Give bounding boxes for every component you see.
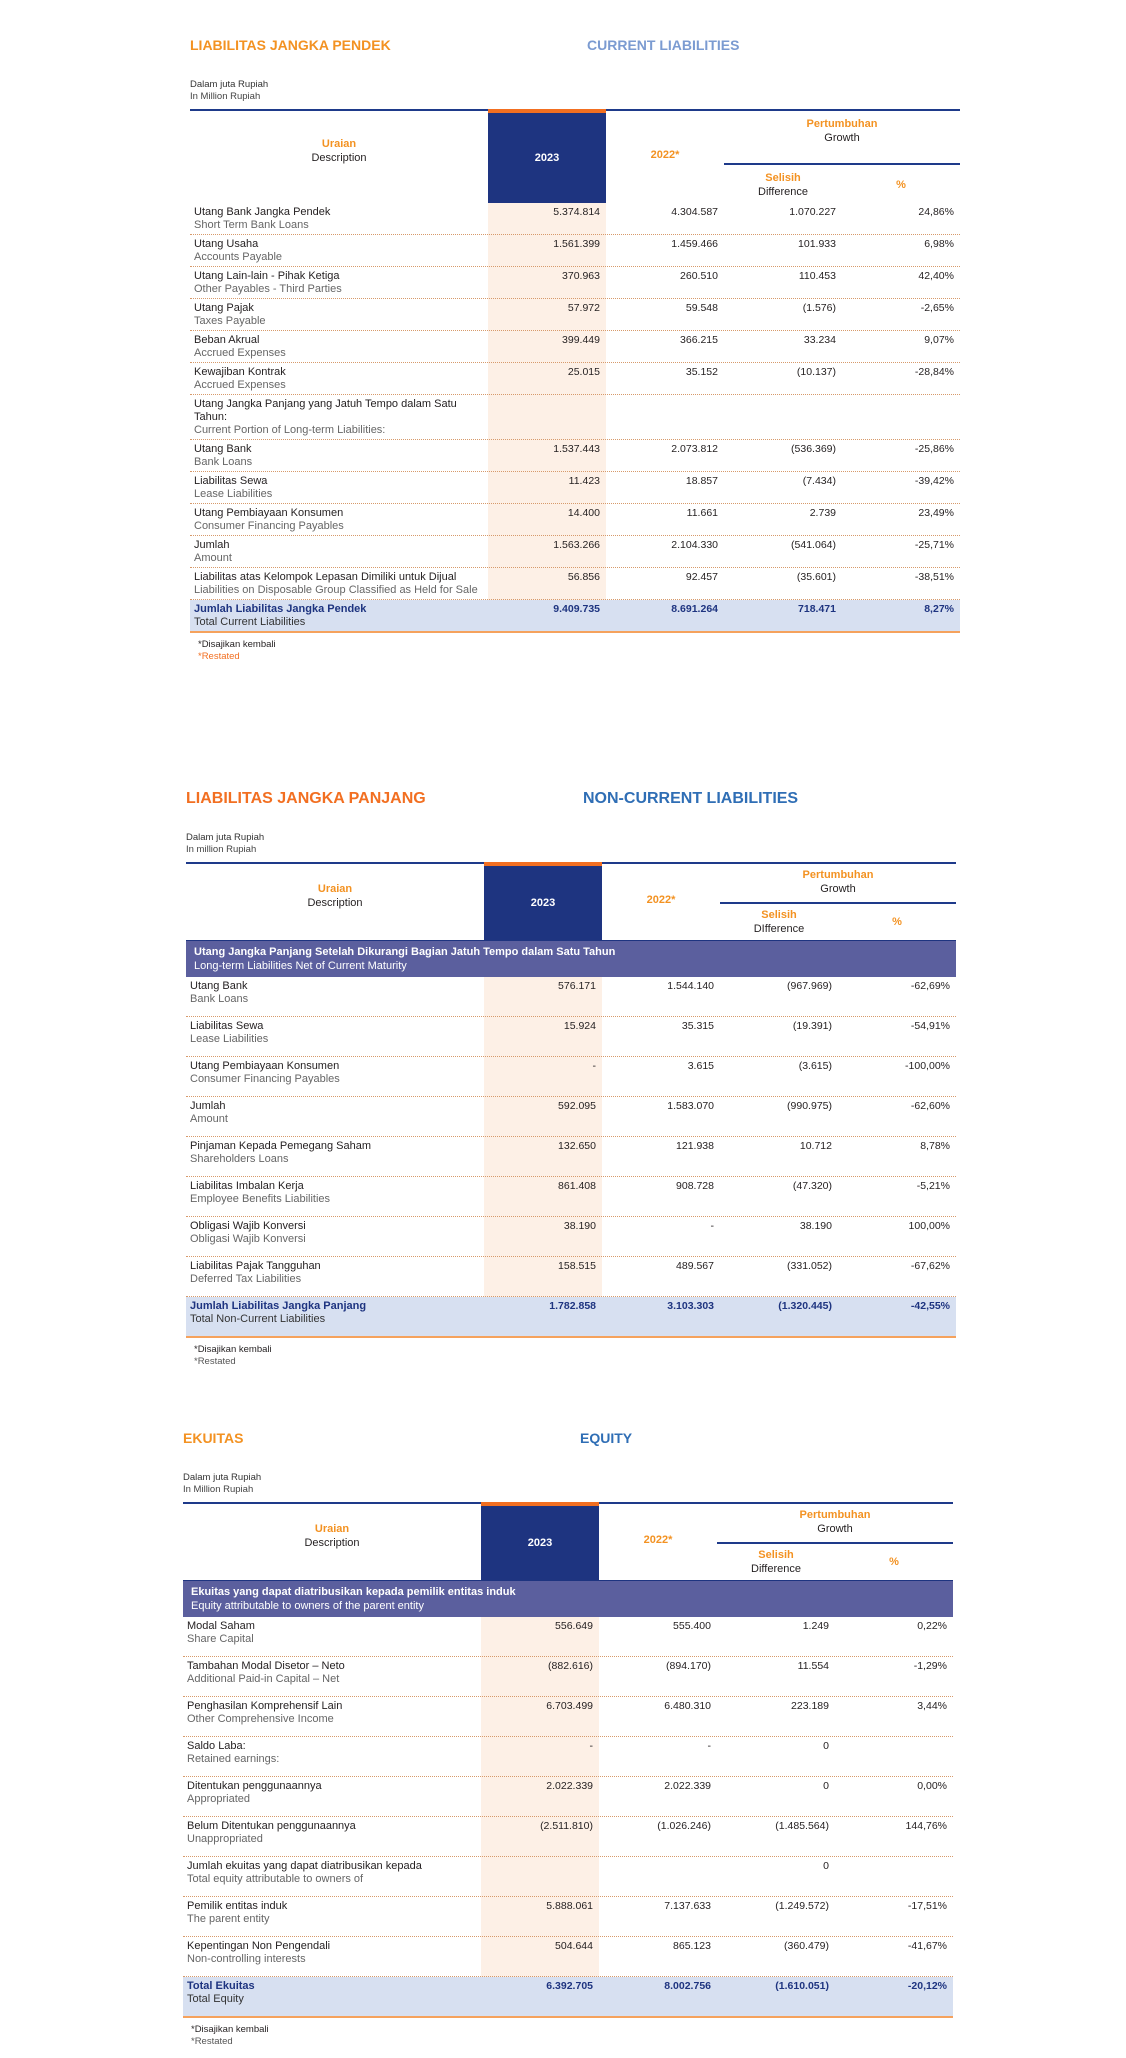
table-body bbox=[190, 203, 960, 600]
value-difference: 10.712 bbox=[799, 1140, 832, 1152]
value-2022: 366.215 bbox=[680, 334, 718, 346]
value-percent: 144,76% bbox=[905, 1820, 947, 1832]
section-title-id: LIABILITAS JANGKA PENDEK bbox=[190, 37, 391, 53]
value-difference: (35.601) bbox=[796, 571, 836, 583]
section-title-en: EQUITY bbox=[580, 1430, 633, 1446]
value-2023: 592.095 bbox=[558, 1100, 596, 1112]
table-row bbox=[183, 1897, 953, 1937]
row-description: Utang Pembiayaan Konsumen Consumer Financing Payables bbox=[190, 1060, 340, 1085]
value-2023: 504.644 bbox=[555, 1940, 593, 1952]
value-percent: 100,00% bbox=[908, 1220, 950, 1232]
noncurrent-liabilities-section bbox=[186, 790, 956, 1368]
table-row bbox=[183, 1737, 953, 1777]
value-2022: 6.480.310 bbox=[664, 1700, 711, 1712]
value-2023: 576.171 bbox=[558, 980, 596, 992]
row-description: Utang Pajak Taxes Payable bbox=[194, 302, 266, 327]
row-description: Utang Bank Jangka Pendek Short Term Bank Loans bbox=[194, 206, 331, 231]
value-difference: 110.453 bbox=[798, 270, 836, 282]
table-row bbox=[190, 235, 960, 267]
value-difference: 101.933 bbox=[798, 238, 836, 250]
value-2022: (894.170) bbox=[666, 1660, 711, 1672]
table-row bbox=[183, 1857, 953, 1897]
value-2023: 861.408 bbox=[558, 1180, 596, 1192]
header-growth: Pertumbuhan Growth bbox=[799, 1509, 871, 1535]
value-2023: 1.563.266 bbox=[553, 539, 600, 551]
row-description: Tambahan Modal Disetor – Neto Additional Paid-in Capital – Net bbox=[187, 1660, 345, 1685]
value-difference: 0 bbox=[823, 1740, 829, 1752]
value-percent: -38,51% bbox=[914, 571, 954, 583]
row-description: Liabilitas atas Kelompok Lepasan Dimiliki untuk Dijual Liabilities on Disposable Group Classified as Held for Sale bbox=[194, 571, 478, 596]
value-difference: 1.249 bbox=[802, 1620, 829, 1632]
value-2022: 555.400 bbox=[673, 1620, 711, 1632]
value-percent: 3,44% bbox=[917, 1700, 947, 1712]
table-row bbox=[190, 299, 960, 331]
value-percent: -25,86% bbox=[914, 443, 954, 455]
table-row bbox=[186, 1097, 956, 1137]
value-2023: 11.423 bbox=[568, 475, 600, 487]
value-2023: 6.703.499 bbox=[546, 1700, 593, 1712]
table-row bbox=[190, 203, 960, 235]
header-2023: 2023 bbox=[484, 862, 602, 940]
table-row bbox=[183, 1777, 953, 1817]
value-2022: (1.026.246) bbox=[657, 1820, 711, 1832]
value-difference: 2.739 bbox=[809, 507, 836, 519]
header-difference: Selisih DIfference bbox=[753, 909, 805, 935]
value-percent: 24,86% bbox=[918, 206, 954, 218]
value-percent: 0,00% bbox=[917, 1780, 947, 1792]
table-row bbox=[190, 472, 960, 504]
header-2023: 2023 bbox=[481, 1502, 599, 1580]
value-difference: (19.391) bbox=[792, 1020, 832, 1032]
section-band: Utang Jangka Panjang Setelah Dikurangi Bagian Jatuh Tempo dalam Satu Tahun Long-term Liabilities Net of Current Maturity bbox=[186, 940, 956, 977]
value-2022: 35.152 bbox=[685, 366, 718, 378]
table-row bbox=[190, 536, 960, 568]
total-row: Jumlah Liabilitas Jangka Pendek Total Current Liabilities 9.409.735 8.691.264 718.471 8,27% bbox=[190, 600, 960, 633]
table-row bbox=[190, 440, 960, 472]
row-description: Penghasilan Komprehensif Lain Other Comprehensive Income bbox=[187, 1700, 343, 1725]
row-description: Pinjaman Kepada Pemegang Saham Shareholders Loans bbox=[190, 1140, 372, 1165]
value-difference: 0 bbox=[823, 1860, 829, 1872]
value-2023: 556.649 bbox=[555, 1620, 593, 1632]
section-title-id: EKUITAS bbox=[183, 1430, 244, 1446]
table-body bbox=[183, 1617, 953, 1977]
current-liabilities-section bbox=[190, 37, 960, 663]
row-description: Beban Akrual Accrued Expenses bbox=[194, 334, 286, 359]
table-header bbox=[190, 111, 960, 203]
row-description: Utang Jangka Panjang yang Jatuh Tempo dalam Satu Tahun: Current Portion of Long-term Liabilities: bbox=[194, 398, 457, 436]
table-row bbox=[186, 1017, 956, 1057]
value-2022: 11.661 bbox=[686, 507, 718, 519]
value-difference: 33.234 bbox=[803, 334, 836, 346]
row-description: Liabilitas Sewa Lease Liabilities bbox=[190, 1020, 269, 1045]
value-2023: (2.511.810) bbox=[540, 1820, 593, 1832]
value-2022: 865.123 bbox=[673, 1940, 711, 1952]
header-growth: Pertumbuhan Growth bbox=[802, 869, 874, 895]
value-2022: 1.583.070 bbox=[667, 1100, 714, 1112]
row-description: Jumlah Amount bbox=[190, 1100, 228, 1125]
row-description: Utang Pembiayaan Konsumen Consumer Financing Payables bbox=[194, 507, 344, 532]
table-row bbox=[190, 395, 960, 440]
value-percent: 8,78% bbox=[920, 1140, 950, 1152]
value-difference: (990.975) bbox=[787, 1100, 832, 1112]
row-description: Utang Bank Bank Loans bbox=[190, 980, 249, 1005]
value-2022: 489.567 bbox=[676, 1260, 714, 1272]
value-2023: 2.022.339 bbox=[546, 1780, 593, 1792]
table-row bbox=[190, 568, 960, 600]
value-2023: 56.856 bbox=[567, 571, 600, 583]
value-percent: -62,60% bbox=[910, 1100, 950, 1112]
value-2023: 132.650 bbox=[558, 1140, 596, 1152]
table-header bbox=[186, 864, 956, 940]
header-percent: % bbox=[889, 1556, 899, 1568]
unit-label: Dalam juta Rupiah In Million Rupiah bbox=[183, 1472, 262, 1495]
section-title-en: NON-CURRENT LIABILITIES bbox=[583, 790, 799, 807]
value-2023: 38.190 bbox=[563, 1220, 596, 1232]
header-divider bbox=[717, 1542, 953, 1544]
equity-table bbox=[183, 1502, 953, 2018]
value-difference: (967.969) bbox=[787, 980, 832, 992]
row-description: Jumlah ekuitas yang dapat diatribusikan kepada Total equity attributable to owners of bbox=[187, 1860, 422, 1885]
value-2022: 35.315 bbox=[681, 1020, 714, 1032]
row-description: Pemilik entitas induk The parent entity bbox=[187, 1900, 288, 1925]
value-2022: 1.544.140 bbox=[667, 980, 714, 992]
value-2022: 2.104.330 bbox=[671, 539, 718, 551]
value-2022: 92.457 bbox=[685, 571, 718, 583]
row-description: Saldo Laba: Retained earnings: bbox=[187, 1740, 280, 1765]
header-divider bbox=[724, 163, 960, 165]
value-2023: 25.015 bbox=[567, 366, 600, 378]
value-percent: -17,51% bbox=[907, 1900, 947, 1912]
value-percent: 9,07% bbox=[924, 334, 954, 346]
value-2023: - bbox=[589, 1740, 593, 1752]
value-2022: 2.073.812 bbox=[671, 443, 718, 455]
total-row: Jumlah Liabilitas Jangka Panjang Total Non-Current Liabilities 1.782.858 3.103.303 (1.320.445) -42,55% bbox=[186, 1297, 956, 1338]
table-row bbox=[190, 363, 960, 395]
total-row: Total Ekuitas Total Equity 6.392.705 8.002.756 (1.610.051) -20,12% bbox=[183, 1977, 953, 2018]
header-divider bbox=[720, 902, 956, 904]
table-row bbox=[190, 504, 960, 536]
value-2022: 121.938 bbox=[676, 1140, 714, 1152]
footnote: *Disajikan kembali *Restated bbox=[191, 2024, 269, 2047]
value-percent: -2,65% bbox=[920, 302, 954, 314]
value-difference: (1.485.564) bbox=[775, 1820, 829, 1832]
table-row bbox=[183, 1617, 953, 1657]
unit-label: Dalam juta Rupiah In Million Rupiah bbox=[190, 79, 269, 102]
value-percent: 0,22% bbox=[917, 1620, 947, 1632]
row-description: Ditentukan penggunaannya Appropriated bbox=[187, 1780, 322, 1805]
row-description: Liabilitas Pajak Tangguhan Deferred Tax Liabilities bbox=[190, 1260, 321, 1285]
value-2022: - bbox=[707, 1740, 711, 1752]
table-row bbox=[186, 1217, 956, 1257]
value-percent: -62,69% bbox=[910, 980, 950, 992]
value-2023: 158.515 bbox=[558, 1260, 596, 1272]
value-percent: -54,91% bbox=[910, 1020, 950, 1032]
table-row bbox=[186, 1137, 956, 1177]
row-description: Utang Usaha Accounts Payable bbox=[194, 238, 283, 263]
value-difference: (536.369) bbox=[791, 443, 836, 455]
row-description: Utang Bank Bank Loans bbox=[194, 443, 253, 468]
footnote: *Disajikan kembali *Restated bbox=[198, 639, 276, 662]
table-row bbox=[190, 331, 960, 363]
value-percent: -41,67% bbox=[907, 1940, 947, 1952]
value-2023: 1.561.399 bbox=[553, 238, 600, 250]
value-difference: (7.434) bbox=[802, 475, 836, 487]
header-growth: Pertumbuhan Growth bbox=[806, 118, 878, 144]
value-2022: 908.728 bbox=[676, 1180, 714, 1192]
table-body bbox=[186, 977, 956, 1297]
table-row bbox=[183, 1657, 953, 1697]
value-difference: 11.554 bbox=[797, 1660, 829, 1672]
value-difference: (3.615) bbox=[798, 1060, 832, 1072]
header-percent: % bbox=[892, 916, 902, 928]
table-row bbox=[186, 1257, 956, 1297]
value-2023: 14.400 bbox=[567, 507, 600, 519]
value-difference: (1.576) bbox=[802, 302, 836, 314]
value-difference: (47.320) bbox=[792, 1180, 832, 1192]
noncurrent-liabilities-table bbox=[186, 862, 956, 1338]
value-2023: 399.449 bbox=[562, 334, 600, 346]
header-2023: 2023 bbox=[488, 109, 606, 203]
current-liabilities-table bbox=[190, 109, 960, 633]
row-description: Jumlah Amount bbox=[194, 539, 232, 564]
value-percent: -1,29% bbox=[913, 1660, 947, 1672]
table-header bbox=[183, 1504, 953, 1580]
header-difference: Selisih Difference bbox=[758, 172, 808, 198]
value-difference: (360.479) bbox=[784, 1940, 829, 1952]
table-row bbox=[186, 1057, 956, 1097]
value-difference: (541.064) bbox=[791, 539, 836, 551]
value-2022: 260.510 bbox=[680, 270, 718, 282]
value-difference: 0 bbox=[823, 1780, 829, 1792]
footnote: *Disajikan kembali *Restated bbox=[194, 1344, 272, 1367]
value-difference: (1.249.572) bbox=[775, 1900, 829, 1912]
value-difference: 1.070.227 bbox=[789, 206, 836, 218]
header-percent: % bbox=[896, 179, 906, 191]
row-description: Liabilitas Imbalan Kerja Employee Benefits Liabilities bbox=[190, 1180, 331, 1205]
value-difference: 223.189 bbox=[791, 1700, 829, 1712]
row-description: Kewajiban Kontrak Accrued Expenses bbox=[194, 366, 286, 391]
value-percent: -100,00% bbox=[905, 1060, 950, 1072]
value-2023: 15.924 bbox=[563, 1020, 596, 1032]
section-title-en: CURRENT LIABILITIES bbox=[587, 37, 740, 53]
row-description: Liabilitas Sewa Lease Liabilities bbox=[194, 475, 273, 500]
section-title-id: LIABILITAS JANGKA PANJANG bbox=[186, 790, 426, 807]
value-2022: 59.548 bbox=[685, 302, 718, 314]
value-difference: 38.190 bbox=[799, 1220, 832, 1232]
header-2022: 2022* bbox=[646, 894, 676, 906]
value-difference: (331.052) bbox=[787, 1260, 832, 1272]
value-2022: 7.137.633 bbox=[664, 1900, 711, 1912]
value-percent: 42,40% bbox=[918, 270, 954, 282]
value-difference: (10.137) bbox=[796, 366, 836, 378]
equity-section bbox=[183, 1430, 953, 2048]
value-2023: 5.374.814 bbox=[553, 206, 600, 218]
row-description: Belum Ditentukan penggunaannya Unappropriated bbox=[187, 1820, 356, 1845]
value-percent: -39,42% bbox=[914, 475, 954, 487]
row-description: Obligasi Wajib Konversi Obligasi Wajib Konversi bbox=[190, 1220, 306, 1245]
value-2023: 57.972 bbox=[567, 302, 600, 314]
value-percent: 23,49% bbox=[918, 507, 954, 519]
value-percent: -5,21% bbox=[916, 1180, 950, 1192]
row-description: Modal Saham Share Capital bbox=[187, 1620, 255, 1645]
value-percent: 6,98% bbox=[924, 238, 954, 250]
section-band: Ekuitas yang dapat diatribusikan kepada pemilik entitas induk Equity attributable to owners of the parent entity bbox=[183, 1580, 953, 1617]
table-row bbox=[183, 1697, 953, 1737]
row-description: Kepentingan Non Pengendali Non-controlling interests bbox=[187, 1940, 331, 1965]
header-difference: Selisih Difference bbox=[751, 1549, 801, 1575]
unit-label: Dalam juta Rupiah In million Rupiah bbox=[186, 832, 265, 855]
value-2022: 18.857 bbox=[685, 475, 718, 487]
table-row bbox=[186, 977, 956, 1017]
value-2023: 5.888.061 bbox=[546, 1900, 593, 1912]
value-2022: 2.022.339 bbox=[664, 1780, 711, 1792]
header-2022: 2022* bbox=[643, 1534, 673, 1546]
value-2023: 1.537.443 bbox=[553, 443, 600, 455]
value-2023: (882.616) bbox=[548, 1660, 593, 1672]
header-description: Uraian Description bbox=[311, 138, 367, 164]
header-description: Uraian Description bbox=[307, 883, 363, 909]
table-row bbox=[186, 1177, 956, 1217]
value-2023: 370.963 bbox=[562, 270, 600, 282]
value-2022: 3.615 bbox=[687, 1060, 714, 1072]
value-2022: 4.304.587 bbox=[671, 206, 718, 218]
table-row bbox=[183, 1817, 953, 1857]
value-percent: -28,84% bbox=[914, 366, 954, 378]
table-row bbox=[183, 1937, 953, 1977]
header-2022: 2022* bbox=[650, 149, 680, 161]
row-description: Utang Lain-lain - Pihak Ketiga Other Payables - Third Parties bbox=[194, 270, 342, 295]
value-percent: -67,62% bbox=[910, 1260, 950, 1272]
value-2022: - bbox=[710, 1220, 714, 1232]
header-description: Uraian Description bbox=[304, 1523, 360, 1549]
value-2023: - bbox=[592, 1060, 596, 1072]
table-row bbox=[190, 267, 960, 299]
value-percent: -25,71% bbox=[914, 539, 954, 551]
value-2022: 1.459.466 bbox=[671, 238, 718, 250]
